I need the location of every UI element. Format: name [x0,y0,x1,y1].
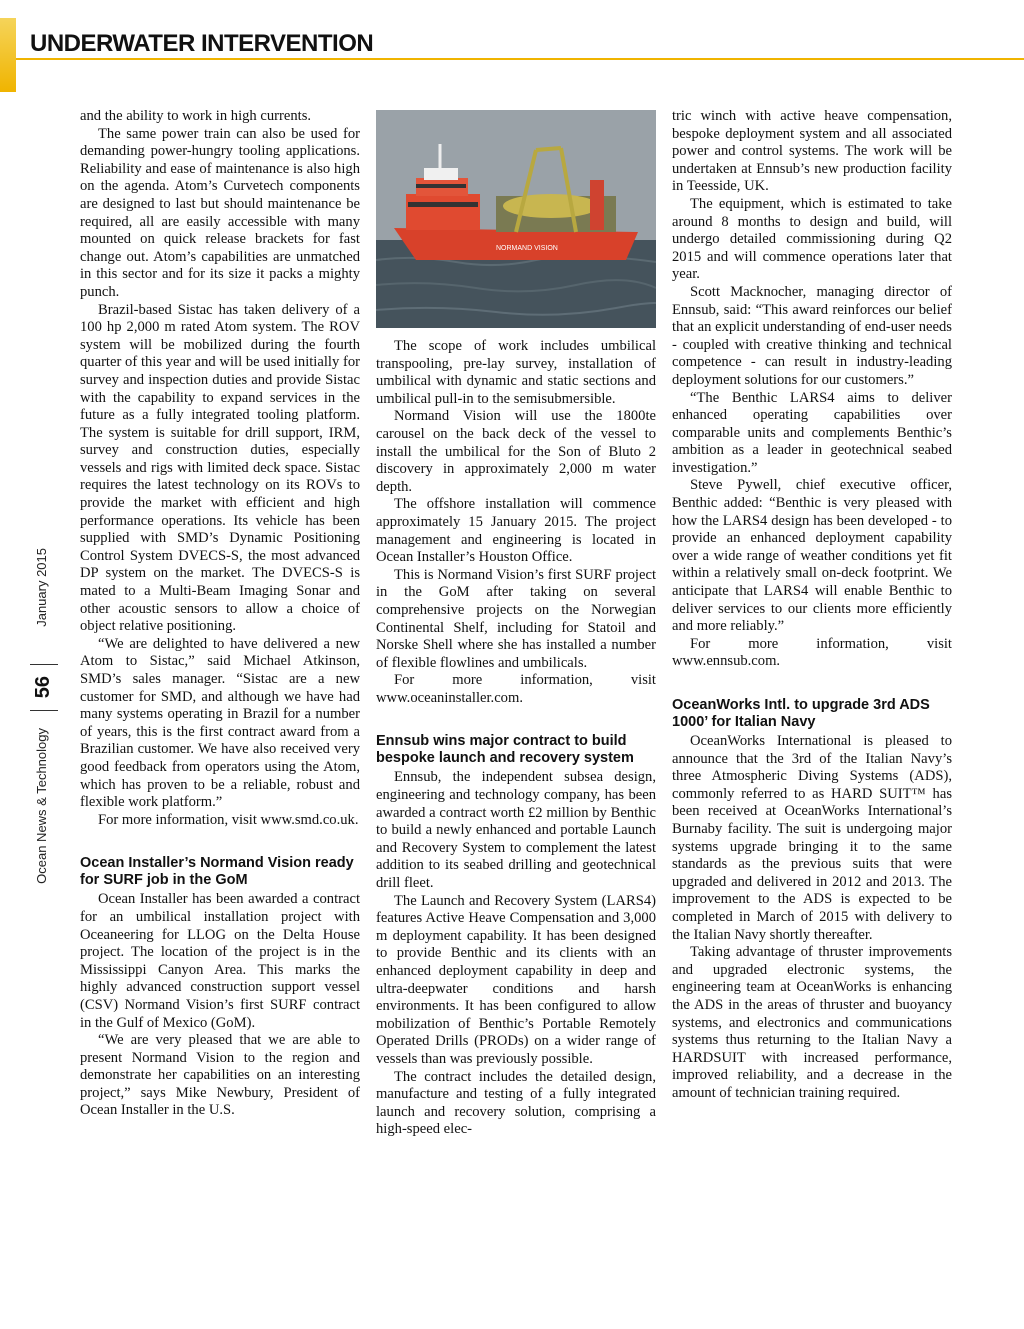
paragraph: “We are very pleased that we are able to present Normand Vision to the region and demonstrate her capabilities on an interesting project,” says Mike Newbury, President of Ocean Installer in the U.S. [80,1032,360,1119]
paragraph: The contract includes the detailed design, manufacture and testing of a fully integrated launch and recovery solution, comprising a high-speed elec- [376,1068,656,1138]
ship-photo-drawing [376,110,656,328]
paragraph: For more information, visit www.ennsub.com. [672,635,952,670]
article-heading-oceanworks: OceanWorks Intl. to upgrade 3rd ADS 1000’ for Italian Navy [672,697,930,730]
article-heading-normand-vision: Ocean Installer’s Normand Vision ready for SURF job in the GoM [80,855,354,889]
paragraph: Normand Vision will use the 1800te carousel on the back deck of the vessel to install the umbilical for the Son of Bluto 2 discovery in approximately 2,000 m water depth. [376,408,656,495]
paragraph: “The Benthic LARS4 aims to deliver enhanced operating capabilities over comparable units and complements Benthic’s ambition as a leader in geotechnical seabed investigation.” [672,389,952,476]
paragraph: The equipment, which is estimated to take around 8 months to design and build, will undergo detailed commissioning during Q2 2015 and will commence operations later that year. [672,195,952,283]
sidebar-rule-top [30,664,58,665]
paragraph: Scott Macknocher, managing director of Ennsub, said: “This award reinforces our belief that an explicit understanding of end-user needs - coupled with creative thinking and technical competence - can result in industry-leading deployment solutions for our customers.” [672,283,952,388]
ship-photo-icon [376,110,656,328]
paragraph: Taking advantage of thruster improvements and upgraded electronic systems, the engineering team at OceanWorks is enhancing the ADS in the areas of thruster and buoyancy systems, and electronics and communications systems thus returning to the Italian Navy a HARDSUIT with increased performance, improved reliability, and a decrease in the amount of technician training required. [672,944,952,1101]
paragraph: tric winch with active heave compensation, bespoke deployment system and all associated power and control systems. The work will be undertaken at Ennsub’s new production facility in Teesside, UK. [672,108,952,195]
paragraph: Brazil-based Sistac has taken delivery of a 100 hp 2,000 m rated Atom system. The ROV system will be mobilized during the fourth quarter of this year and will be used initially for survey and inspection duties and provide Sistac with the capability to expand services in the future as a fully integrated tooling platform. The system is suitable for drill support, IRM, survey and construction duties, especially vessels and rigs with limited deck space. Sistac requires the latest technology on its ROVs to provide the market with efficient and high performance operations. Its vehicle has been supplied with SMD’s Dynamic Positioning Control System DVECS-S, the most advanced DP system on the market. The DVECS-S is mated to a Multi-Beam Imaging Sonar and other acoustic sensors to allow a choice of object relative positioning. [80,301,360,635]
paragraph: “We are delighted to have delivered a new Atom to Sistac,” said Michael Atkinson, SMD’s sales manager. “Sistac are a new customer for SMD, and although we have had many systems operating in Brazil for a number of years, this is the first contract award from a Brazilian customer. We have also received very good feedback from operators using the Atom, which has proven to be a reliable, robust and flexible work platform.” [80,635,360,811]
issue-date: January 2015 [34,548,49,627]
paragraph: The scope of work includes umbilical transpooling, pre-lay survey, installation of umbilical with dynamic and static sections and umbilical pull-in to the semisubmersible. [376,338,656,407]
column-3 [672,108,952,1102]
paragraph: The Launch and Recovery System (LARS4) features Active Heave Compensation and 3,000 m deployment capability. It has been designed to provide Benthic and its clients with an enhanced deployment capability in deep and ultra-deepwater conditions and harsh environments. It has been configured to allow mobilization of Benthic’s Portable Remotely Operated Drills (PRODs) on a wider range of vessels than was previously possible. [376,892,656,1067]
column-1 [80,108,360,1120]
paragraph: Ennsub, the independent subsea design, engineering and technology company, has been awarded a contract worth £2 million by Benthic to build a newly enhanced and portable Launch and Recovery System to complement the latest addition to its seabed drilling and geotechnical drill fleet. [376,769,656,892]
paragraph: This is Normand Vision’s first SURF project in the GoM after taking on several comprehensive projects on the Norwegian Continental Shelf, including for Statoil and Norske Shell where she has installed a number of flexible flowlines and umbilicals. [376,566,656,671]
header-rule [16,58,1024,60]
paragraph: Ocean Installer has been awarded a contract for an umbilical installation project with Oceaneering for LLOG on the Delta House project. The location of the project is in the Mississippi Canyon Area. This marks the highly advanced construction support vessel (CSV) Normand Vision’s first SURF contract in the Gulf of Mexico (GoM). [80,891,360,1031]
paragraph: For more information, visit www.smd.co.uk. [98,811,359,828]
header-accent-bar [0,18,16,92]
column-2 [376,110,656,1139]
paragraph: The same power train can also be used for demanding power-hungry tooling applications. Reliability and ease of maintenance is also high on the agenda. Atom’s Curvetech components are designed to last but should maintenance be required, all are easily accessible with many mounted on quick release brackets for fast change out. Atom’s capabilities are unmatched in this sector and for its size it packs a mighty punch. [80,125,360,300]
paragraph: For more information, visit www.oceaninstaller.com. [376,672,656,706]
paragraph: The offshore installation will commence approximately 15 January 2015. The project management and engineering is located in Ocean Installer’s Houston Office. [376,496,656,566]
paragraph: Steve Pywell, chief executive officer, Benthic added: “Benthic is very pleased with how the LARS4 design has been developed - to provide an enhanced deployment capability over a wide range of weather conditions yet fit within a relatively small on-deck footprint. We anticipate that LARS4 will enable Benthic to deliver services to our clients more efficiently and more reliably.” [672,477,952,635]
paragraph: and the ability to work in high currents. [80,108,312,124]
sidebar-rule-bottom [30,710,58,711]
magazine-name: Ocean News & Technology [34,728,49,884]
article-heading-ennsub: Ennsub wins major contract to build bespoke launch and recovery system [376,733,634,767]
paragraph: OceanWorks International is pleased to announce that the 3rd of the Italian Navy’s three Atmospheric Diving Systems (ADS), commonly referred to as HARD SUIT™ has been received at OceanWorks International’s Burnaby facility. The suit is undergoing major systems upgrade bringing it to the same standards as the previous suits that were upgraded and delivered in 2012 and 2013. The improvement to the ADS is expected to be completed in March of 2015 with delivery to the Italian Navy shortly thereafter. [672,733,952,943]
svg-text:NORMAND VISION: NORMAND VISION [496,245,558,252]
page-number: 56 [32,676,54,699]
section-title: UNDERWATER INTERVENTION [30,30,374,57]
